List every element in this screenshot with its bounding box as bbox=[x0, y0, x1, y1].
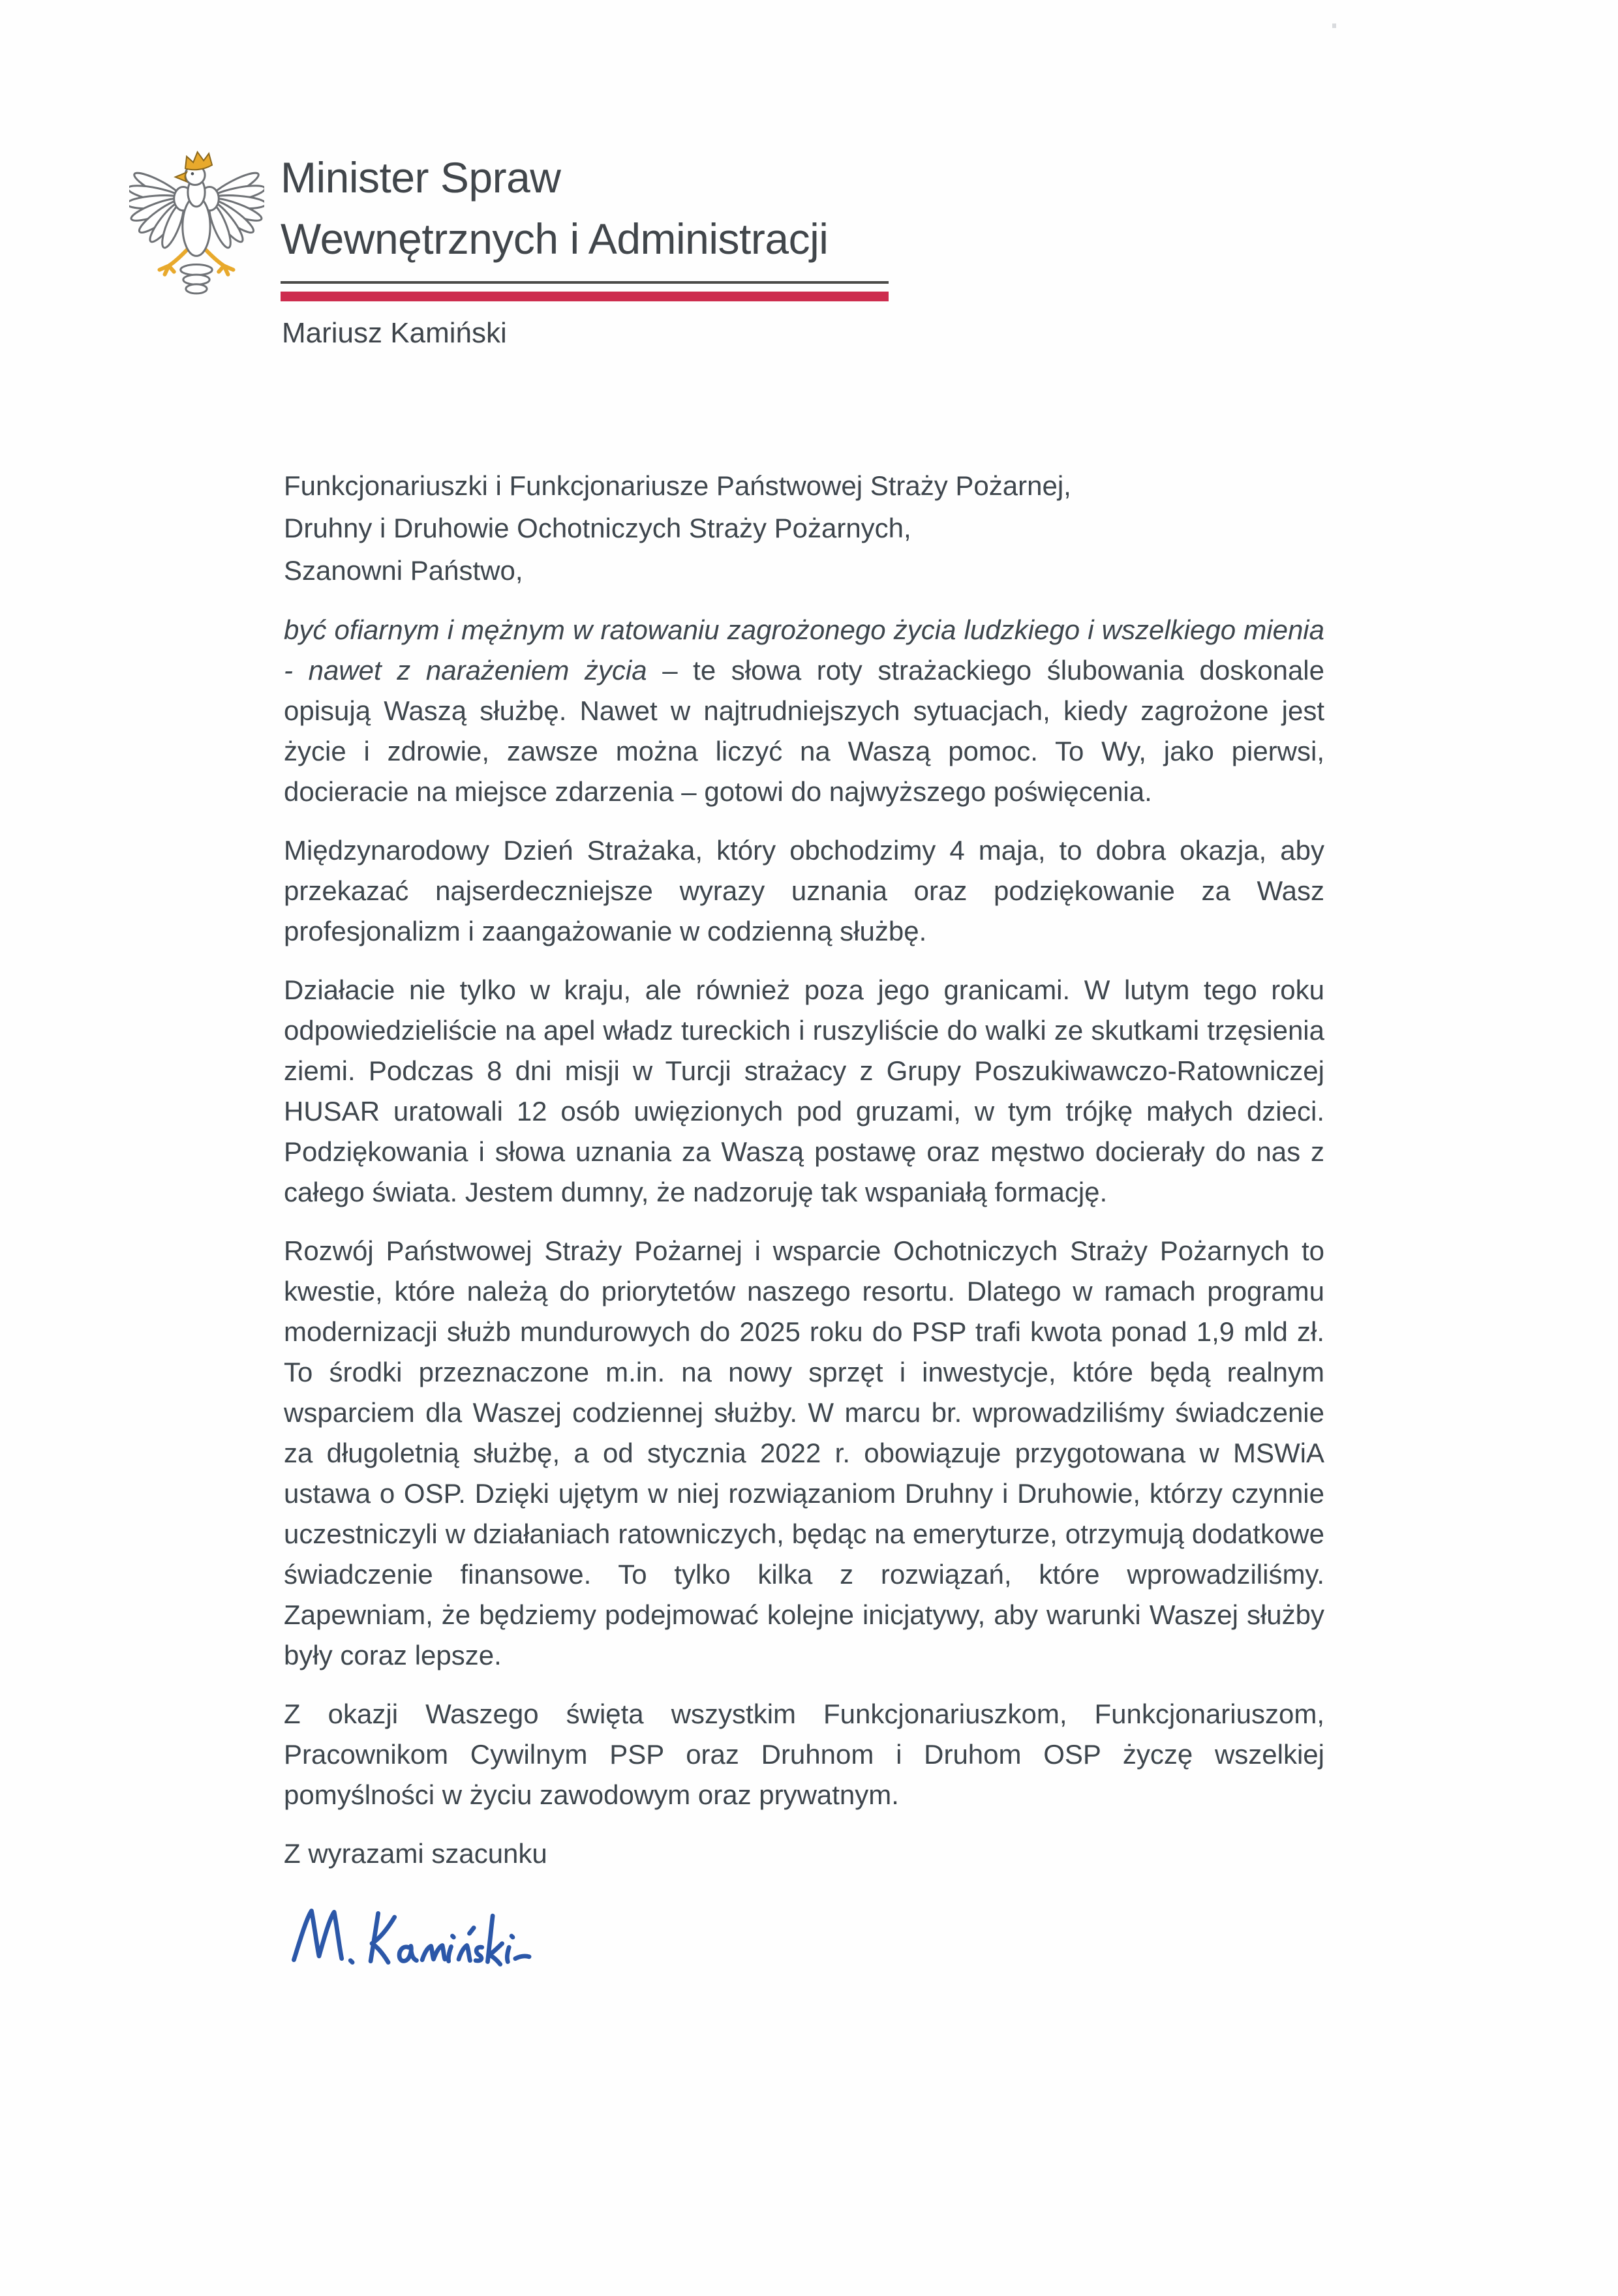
flag-red-bar bbox=[281, 292, 889, 301]
paragraph-firefighters-day: Międzynarodowy Dzień Strażaka, który obchodzimy 4 maja, to dobra okazja, aby przekazać najserdeczniejsze wyrazy uznania oraz podziękowanie za Wasz profesjonalizm i zaangażowanie w codzienną służbę. bbox=[284, 835, 1324, 946]
paragraph-oath-rest: – te słowa roty strażackiego ślubowania doskonale opisują Waszą służbę. Nawet w najtrudniejszych sytuacjach, kiedy zagrożone jest życie i zdrowie, zawsze można liczyć na Waszą pomoc. To Wy, jako pierwsi, docieracie na miejsce zdarzenia – gotowi do najwyższego poświęcenia. bbox=[284, 655, 1324, 807]
eagle-body bbox=[183, 165, 210, 256]
coat-of-arms-eagle bbox=[129, 149, 264, 300]
ministry-title-line2: Wewnętrznych i Administracji bbox=[281, 215, 829, 263]
paragraph-turkey-mission: Działacie nie tylko w kraju, ale również poza jego granicami. W lutym tego roku odpowiedzieliście na apel władz tureckich i ruszyliście do walki ze skutkami trzęsienia ziemi. Podczas 8 dni misji w Turcji strażacy z Grupy Poszukiwawczo-Ratowniczej HUSAR uratowali 12 osób uwięzionych pod gruzami, w tym trójkę małych dzieci. Podziękowania i słowa uznania za Waszą postawę oraz męstwo docierały do nas z całego świata. Jestem dumny, że nadzoruję tak wspaniałą formację. bbox=[284, 974, 1324, 1207]
salutation-line: Funkcjonariuszki i Funkcjonariusze Państwowej Straży Pożarnej, bbox=[284, 470, 1071, 501]
ministry-title-block bbox=[281, 147, 828, 269]
salutation-line: Druhny i Druhowie Ochotniczych Straży Pożarnych, bbox=[284, 513, 911, 543]
separator-line bbox=[281, 281, 889, 284]
minister-name: Mariusz Kamiński bbox=[282, 317, 507, 349]
letter-content bbox=[284, 464, 1324, 1973]
letterhead-rules bbox=[281, 281, 889, 301]
beak-icon bbox=[176, 172, 187, 181]
polish-eagle-icon bbox=[129, 149, 264, 300]
eagle-eye bbox=[191, 172, 194, 175]
paragraph-wishes: Z okazji Waszego święta wszystkim Funkcjonariuszkom, Funkcjonariuszom, Pracownikom Cywilnym PSP oraz Druhnom i Druhom OSP życzę wszelkiej pomyślności w życiu zawodowym oraz prywatnym. bbox=[284, 1699, 1324, 1810]
oath-quote-italic: być ofiarnym i mężnym w ratowaniu zagrożonego życia ludzkiego i wszelkiego mienia - nawet z narażeniem życia bbox=[284, 614, 1324, 686]
signature-block bbox=[284, 1901, 1324, 1973]
closing-line: Z wyrazami szacunku bbox=[284, 1838, 547, 1869]
eagle-tail bbox=[181, 265, 212, 294]
crown-icon bbox=[184, 151, 213, 171]
scan-artifact-dot bbox=[1332, 23, 1336, 28]
paragraph-modernization: Rozwój Państwowej Straży Pożarnej i wsparcie Ochotniczych Straży Pożarnych to kwestie, które należą do priorytetów naszego resortu. Dlatego w ramach programu modernizacji służb mundurowych do 2025 roku do PSP trafi kwota ponad 1,9 mld zł. To środki przeznaczone m.in. na nowy sprzęt i inwestycje, które będą realnym wsparciem dla Waszej codziennej służby. W marcu br. wprowadziliśmy świadczenie za długoletnią służbę, a od stycznia 2022 r. obowiązuje przygotowana w MSWiA ustawa o OSP. Dzięki ujętym w niej rozwiązaniom Druhny i Druhowie, którzy czynnie uczestniczyli w działaniach ratowniczych, będąc na emeryturze, otrzymują dodatkowe świadczenie finansowe. To tylko kilka z rozwiązań, które wprowadziliśmy. Zapewniam, że będziemy podejmować kolejne inicjatywy, aby warunki Waszej służby były coraz lepsze. bbox=[284, 1235, 1324, 1670]
handwritten-signature bbox=[284, 1901, 636, 1972]
salutation-line: Szanowni Państwo, bbox=[284, 555, 523, 586]
paragraph-oath bbox=[284, 610, 1324, 812]
ministry-title-line1: Minister Spraw bbox=[281, 153, 561, 202]
salutation-block bbox=[284, 464, 1324, 592]
